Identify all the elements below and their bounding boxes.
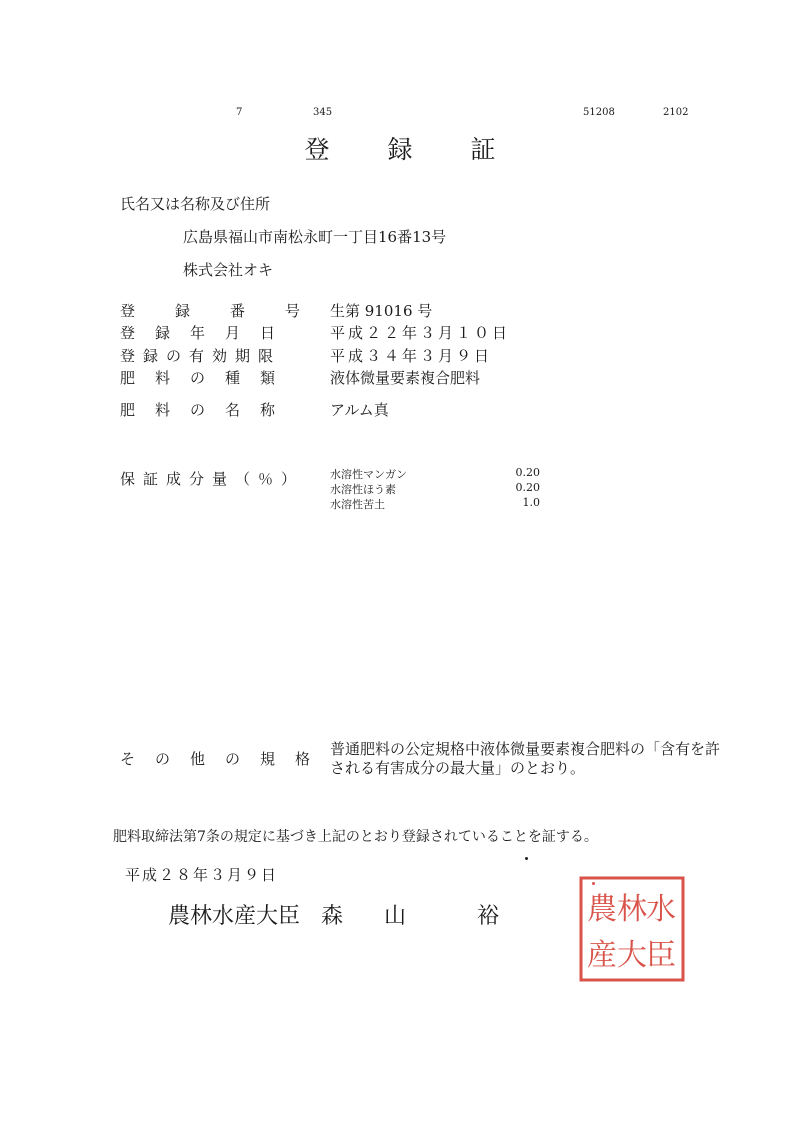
issuer-title: 農林水産大臣 bbox=[168, 904, 301, 929]
document-title: 登録証 bbox=[304, 135, 554, 164]
header-number-1: 7 bbox=[236, 107, 243, 118]
issuer-given-name-1: 山 bbox=[384, 904, 407, 929]
seal-char: 産 bbox=[587, 938, 617, 973]
field-label-expiry: 登録の有効期限 bbox=[120, 347, 282, 365]
scan-speck bbox=[525, 857, 528, 860]
other-spec-text: 普通肥料の公定規格中液体微量要素複合肥料の「含有を許される有害成分の最大量」のとおり。 bbox=[330, 740, 721, 777]
header-number-4: 2102 bbox=[663, 107, 689, 118]
field-label-registration-number bbox=[120, 300, 341, 321]
field-label-text: 登録番号 bbox=[120, 302, 341, 320]
field-label-fertilizer-name: 肥料の名称 bbox=[120, 401, 296, 419]
owner-company: 株式会社オキ bbox=[183, 261, 274, 279]
issuer-given-name-2: 裕 bbox=[477, 904, 500, 929]
seal-char: 臣 bbox=[646, 938, 676, 973]
guarantee-item-name: 水溶性ほう素 bbox=[330, 483, 396, 496]
seal-char: 林 bbox=[617, 892, 647, 927]
field-value-registration-number: 生第 91016 号 bbox=[330, 302, 433, 320]
header-number-2: 345 bbox=[313, 107, 333, 118]
guarantee-item-name: 水溶性マンガン bbox=[330, 468, 407, 481]
field-value-fertilizer-type: 液体微量要素複合肥料 bbox=[330, 369, 481, 387]
seal-char: 水 bbox=[646, 892, 676, 927]
guarantee-label: 保証成分量（％） bbox=[120, 470, 305, 488]
certification-statement: 肥料取締法第7条の規定に基づき上記のとおり登録されていることを証する。 bbox=[113, 829, 598, 845]
official-seal bbox=[578, 875, 686, 983]
issue-date: 平成２８年３月９日 bbox=[125, 866, 279, 884]
scan-speck bbox=[592, 882, 595, 885]
issuer-name bbox=[168, 899, 499, 930]
owner-label: 氏名又は名称及び住所 bbox=[120, 195, 271, 213]
field-label-fertilizer-type: 肥料の種類 bbox=[120, 369, 296, 387]
field-value-registration-date: 平成２２年３月１０日 bbox=[330, 324, 511, 342]
seal-char: 大 bbox=[617, 938, 647, 973]
guarantee-item-value: 0.20 bbox=[515, 466, 540, 479]
field-label-registration-date: 登録年月日 bbox=[120, 324, 296, 342]
owner-address: 広島県福山市南松永町一丁目16番13号 bbox=[183, 228, 447, 246]
issuer-surname: 森 bbox=[321, 904, 344, 929]
seal-char: 農 bbox=[587, 892, 617, 927]
other-spec-label: その他の規格 bbox=[120, 750, 331, 768]
field-value-fertilizer-name: アルム真 bbox=[330, 401, 389, 419]
guarantee-item-name: 水溶性苦土 bbox=[330, 498, 385, 511]
guarantee-item-value: 0.20 bbox=[515, 481, 540, 494]
guarantee-item-value: 1.0 bbox=[522, 496, 540, 509]
field-value-expiry: 平成３４年３月９日 bbox=[330, 347, 493, 365]
header-number-3: 51208 bbox=[583, 107, 615, 118]
